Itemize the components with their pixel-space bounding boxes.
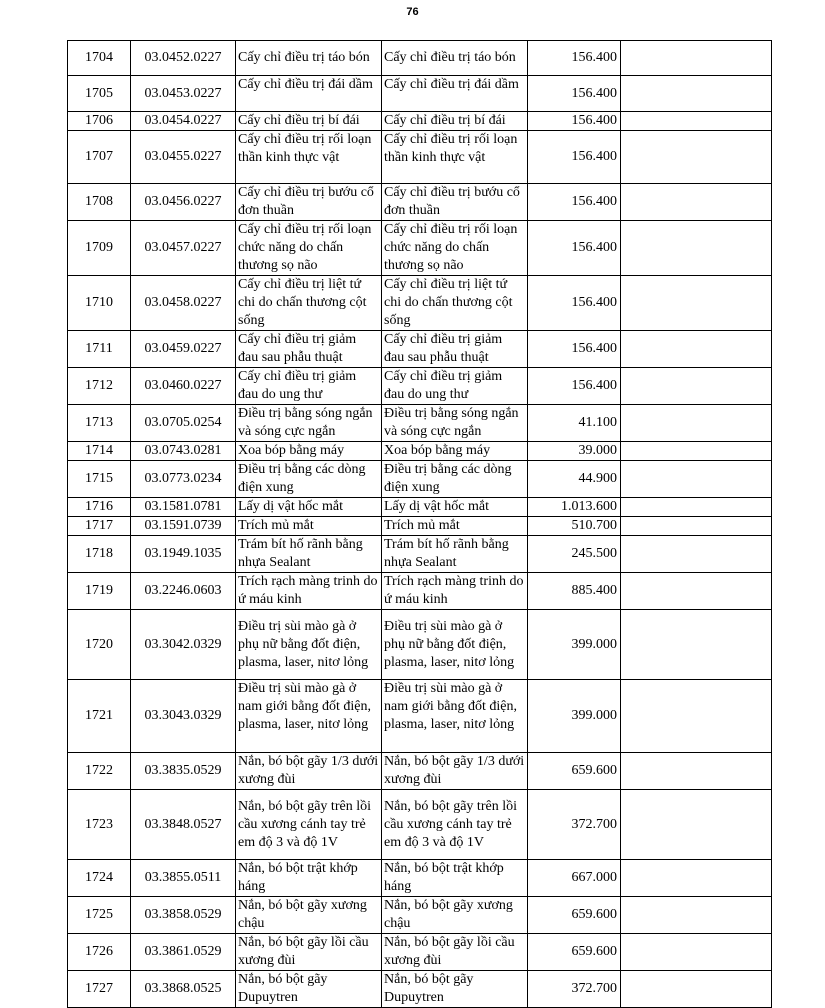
- service-note: [621, 573, 772, 610]
- service-name: Trám bít hố rãnh bằng nhựa Sealant: [236, 536, 382, 573]
- service-note: [621, 498, 772, 517]
- service-code: 03.0452.0227: [131, 41, 236, 76]
- service-price: 156.400: [528, 184, 621, 221]
- service-price: 44.900: [528, 461, 621, 498]
- row-number: 1725: [68, 897, 131, 934]
- table-row: [68, 405, 772, 442]
- service-code: 03.0773.0234: [131, 461, 236, 498]
- service-price: 156.400: [528, 331, 621, 368]
- row-number: 1719: [68, 573, 131, 610]
- service-name: Nắn, bó bột gãy trên lồi cầu xương cánh tay trẻ em độ 3 và độ 1V: [236, 790, 382, 860]
- service-note: [621, 790, 772, 860]
- row-number: 1705: [68, 76, 131, 112]
- service-note: [621, 610, 772, 680]
- service-note: [621, 221, 772, 276]
- service-code: 03.3043.0329: [131, 680, 236, 753]
- service-code: 03.3835.0529: [131, 753, 236, 790]
- service-note: [621, 461, 772, 498]
- service-name-approved: Điều trị sùi mào gà ở phụ nữ bằng đốt điện, plasma, laser, nitơ lỏng: [382, 610, 528, 680]
- service-price: 41.100: [528, 405, 621, 442]
- service-code: 03.0453.0227: [131, 76, 236, 112]
- service-note: [621, 131, 772, 184]
- service-code: 03.3858.0529: [131, 897, 236, 934]
- row-number: 1721: [68, 680, 131, 753]
- service-note: [621, 76, 772, 112]
- service-note: [621, 276, 772, 331]
- service-name: Cấy chỉ điều trị giảm đau sau phẫu thuật: [236, 331, 382, 368]
- service-name-approved: Cấy chỉ điều trị rối loạn chức năng do chấn thương sọ não: [382, 221, 528, 276]
- service-name: Nắn, bó bột trật khớp háng: [236, 860, 382, 897]
- row-number: 1714: [68, 442, 131, 461]
- service-name: Cấy chỉ điều trị bí đái: [236, 112, 382, 131]
- service-name-approved: Nắn, bó bột trật khớp háng: [382, 860, 528, 897]
- page-number: 76: [406, 6, 419, 18]
- service-name-approved: Nắn, bó bột gãy Dupuytren: [382, 971, 528, 1008]
- service-code: 03.3855.0511: [131, 860, 236, 897]
- service-note: [621, 971, 772, 1008]
- service-price: 399.000: [528, 610, 621, 680]
- table-row: [68, 221, 772, 276]
- row-number: 1727: [68, 971, 131, 1008]
- service-code: 03.3861.0529: [131, 934, 236, 971]
- row-number: 1724: [68, 860, 131, 897]
- service-name-approved: Nắn, bó bột gãy xương chậu: [382, 897, 528, 934]
- table-row: [68, 76, 772, 112]
- service-name-approved: Cấy chỉ điều trị giảm đau do ung thư: [382, 368, 528, 405]
- table-row: [68, 517, 772, 536]
- table-row: [68, 461, 772, 498]
- service-name: Xoa bóp bằng máy: [236, 442, 382, 461]
- service-code: 03.2246.0603: [131, 573, 236, 610]
- row-number: 1710: [68, 276, 131, 331]
- service-note: [621, 184, 772, 221]
- service-name-approved: Cấy chỉ điều trị giảm đau sau phẫu thuật: [382, 331, 528, 368]
- service-price: 885.400: [528, 573, 621, 610]
- table-row: [68, 934, 772, 971]
- service-price: 156.400: [528, 221, 621, 276]
- service-code: 03.0460.0227: [131, 368, 236, 405]
- service-price: 659.600: [528, 753, 621, 790]
- service-note: [621, 536, 772, 573]
- service-name: Nắn, bó bột gãy Dupuytren: [236, 971, 382, 1008]
- service-price: 510.700: [528, 517, 621, 536]
- service-name-approved: Cấy chỉ điều trị liệt tứ chi do chấn thương cột sống: [382, 276, 528, 331]
- row-number: 1709: [68, 221, 131, 276]
- table-body: [68, 41, 772, 1008]
- service-price: 156.400: [528, 368, 621, 405]
- row-number: 1707: [68, 131, 131, 184]
- service-note: [621, 112, 772, 131]
- row-number: 1708: [68, 184, 131, 221]
- service-name-approved: Nắn, bó bột gãy 1/3 dưới xương đùi: [382, 753, 528, 790]
- service-name: Điều trị bằng sóng ngắn và sóng cực ngắn: [236, 405, 382, 442]
- service-code: 03.0454.0227: [131, 112, 236, 131]
- service-name-approved: Điều trị bằng các dòng điện xung: [382, 461, 528, 498]
- service-note: [621, 897, 772, 934]
- service-price: 156.400: [528, 41, 621, 76]
- service-name: Nắn, bó bột gãy 1/3 dưới xương đùi: [236, 753, 382, 790]
- service-note: [621, 368, 772, 405]
- service-price: 372.700: [528, 971, 621, 1008]
- service-code: 03.3848.0527: [131, 790, 236, 860]
- table-row: [68, 790, 772, 860]
- service-name-approved: Lấy dị vật hốc mắt: [382, 498, 528, 517]
- service-name-approved: Cấy chỉ điều trị táo bón: [382, 41, 528, 76]
- table-row: [68, 610, 772, 680]
- table-row: [68, 897, 772, 934]
- table-row: [68, 131, 772, 184]
- service-name: Điều trị sùi mào gà ở phụ nữ bằng đốt điện, plasma, laser, nitơ lỏng: [236, 610, 382, 680]
- table-row: [68, 41, 772, 76]
- table-row: [68, 368, 772, 405]
- service-price: 659.600: [528, 934, 621, 971]
- table-row: [68, 112, 772, 131]
- service-code: 03.0457.0227: [131, 221, 236, 276]
- table-row: [68, 184, 772, 221]
- service-note: [621, 680, 772, 753]
- service-price: 156.400: [528, 112, 621, 131]
- service-note: [621, 934, 772, 971]
- service-name: Cấy chỉ điều trị liệt tứ chi do chấn thương cột sống: [236, 276, 382, 331]
- service-name-approved: Nắn, bó bột gãy lồi cầu xương đùi: [382, 934, 528, 971]
- service-name-approved: Cấy chỉ điều trị bí đái: [382, 112, 528, 131]
- service-code: 03.1581.0781: [131, 498, 236, 517]
- service-name: Trích rạch màng trinh do ứ máu kinh: [236, 573, 382, 610]
- service-name: Nắn, bó bột gãy xương chậu: [236, 897, 382, 934]
- service-name: Điều trị bằng các dòng điện xung: [236, 461, 382, 498]
- table-row: [68, 860, 772, 897]
- service-name: Cấy chỉ điều trị rối loạn chức năng do chấn thương sọ não: [236, 221, 382, 276]
- service-note: [621, 517, 772, 536]
- service-name-approved: Trích mủ mắt: [382, 517, 528, 536]
- table-row: [68, 573, 772, 610]
- table-row: [68, 536, 772, 573]
- service-code: 03.0743.0281: [131, 442, 236, 461]
- row-number: 1726: [68, 934, 131, 971]
- service-code: 03.3868.0525: [131, 971, 236, 1008]
- service-name-approved: Xoa bóp bằng máy: [382, 442, 528, 461]
- service-name-approved: Điều trị bằng sóng ngắn và sóng cực ngắn: [382, 405, 528, 442]
- service-note: [621, 442, 772, 461]
- service-code: 03.0705.0254: [131, 405, 236, 442]
- service-price: 399.000: [528, 680, 621, 753]
- service-name: Nắn, bó bột gãy lồi cầu xương đùi: [236, 934, 382, 971]
- row-number: 1712: [68, 368, 131, 405]
- service-note: [621, 405, 772, 442]
- service-name: Lấy dị vật hốc mắt: [236, 498, 382, 517]
- service-note: [621, 331, 772, 368]
- row-number: 1716: [68, 498, 131, 517]
- service-price: 156.400: [528, 76, 621, 112]
- row-number: 1718: [68, 536, 131, 573]
- service-code: 03.0456.0227: [131, 184, 236, 221]
- service-code: 03.0459.0227: [131, 331, 236, 368]
- service-price: 372.700: [528, 790, 621, 860]
- service-name-approved: Cấy chỉ điều trị rối loạn thần kinh thực vật: [382, 131, 528, 184]
- service-note: [621, 753, 772, 790]
- table-row: [68, 498, 772, 517]
- service-price: 156.400: [528, 276, 621, 331]
- service-name: Cấy chỉ điều trị đái dầm: [236, 76, 382, 112]
- service-name: Cấy chỉ điều trị bướu cổ đơn thuần: [236, 184, 382, 221]
- service-price: 39.000: [528, 442, 621, 461]
- row-number: 1717: [68, 517, 131, 536]
- table-row: [68, 971, 772, 1008]
- service-name: Điều trị sùi mào gà ở nam giới bằng đốt điện, plasma, laser, nitơ lỏng: [236, 680, 382, 753]
- service-price-table: [67, 40, 772, 1008]
- service-code: 03.3042.0329: [131, 610, 236, 680]
- service-name-approved: Cấy chỉ điều trị bướu cổ đơn thuần: [382, 184, 528, 221]
- row-number: 1713: [68, 405, 131, 442]
- table-row: [68, 680, 772, 753]
- service-note: [621, 860, 772, 897]
- service-code: 03.1949.1035: [131, 536, 236, 573]
- service-price: 1.013.600: [528, 498, 621, 517]
- service-price: 667.000: [528, 860, 621, 897]
- service-name-approved: Điều trị sùi mào gà ở nam giới bằng đốt điện, plasma, laser, nitơ lỏng: [382, 680, 528, 753]
- row-number: 1720: [68, 610, 131, 680]
- row-number: 1711: [68, 331, 131, 368]
- service-code: 03.0458.0227: [131, 276, 236, 331]
- table-row: [68, 331, 772, 368]
- service-name-approved: Nắn, bó bột gãy trên lồi cầu xương cánh tay trẻ em độ 3 và độ 1V: [382, 790, 528, 860]
- table-row: [68, 276, 772, 331]
- service-price: 156.400: [528, 131, 621, 184]
- service-code: 03.1591.0739: [131, 517, 236, 536]
- service-name: Cấy chỉ điều trị giảm đau do ung thư: [236, 368, 382, 405]
- service-name-approved: Cấy chỉ điều trị đái dầm: [382, 76, 528, 112]
- row-number: 1723: [68, 790, 131, 860]
- service-price: 659.600: [528, 897, 621, 934]
- row-number: 1722: [68, 753, 131, 790]
- service-name-approved: Trích rạch màng trinh do ứ máu kinh: [382, 573, 528, 610]
- table-row: [68, 442, 772, 461]
- table-row: [68, 753, 772, 790]
- service-name-approved: Trám bít hố rãnh bằng nhựa Sealant: [382, 536, 528, 573]
- service-note: [621, 41, 772, 76]
- service-code: 03.0455.0227: [131, 131, 236, 184]
- row-number: 1704: [68, 41, 131, 76]
- service-name: Cấy chỉ điều trị táo bón: [236, 41, 382, 76]
- row-number: 1715: [68, 461, 131, 498]
- service-name: Cấy chỉ điều trị rối loạn thần kinh thực vật: [236, 131, 382, 184]
- service-price: 245.500: [528, 536, 621, 573]
- row-number: 1706: [68, 112, 131, 131]
- service-name: Trích mủ mắt: [236, 517, 382, 536]
